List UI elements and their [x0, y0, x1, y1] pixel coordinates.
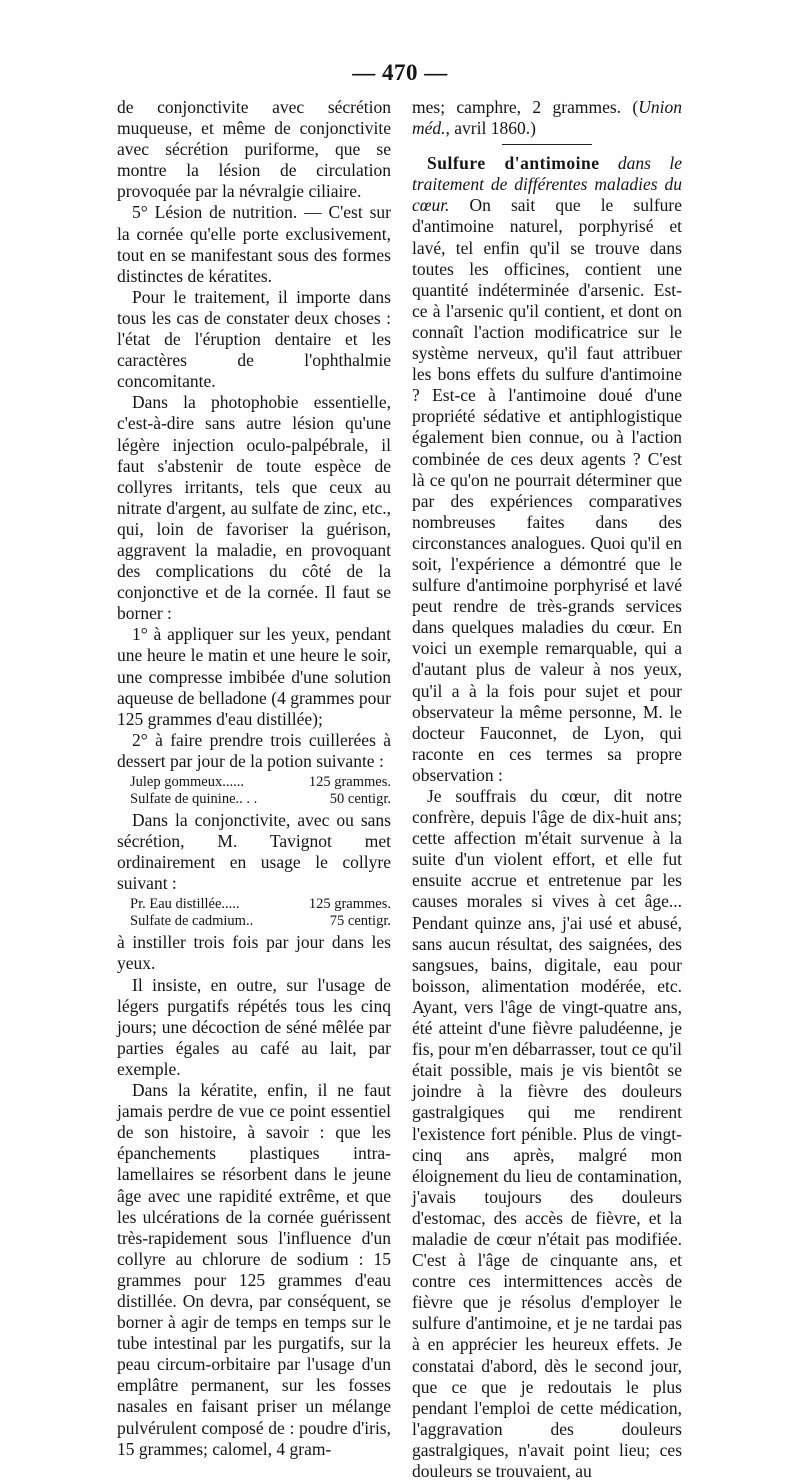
formula-quantity: 50 centigr.: [329, 791, 391, 807]
prescription-formula: [130, 896, 391, 930]
left-column: [117, 97, 391, 1460]
article-subtitle: dans le traitement de différentes maladies du cœur.: [412, 153, 682, 216]
paragraph: de conjonctivite avec sécrétion muqueuse, et même de conjonctivite avec sécrétion puriforme, que se montre la lésion de circulation provoquée par la névralgie ciliaire.: [117, 97, 391, 202]
formula-ingredient: Sulfate de cadmium..: [130, 913, 254, 930]
article-heading: Sulfure d'antimoine: [427, 153, 600, 174]
source-citation: Union méd.: [412, 97, 682, 139]
formula-quantity: 125 grammes.: [308, 896, 391, 913]
paragraph-text: On sait que le sulfure d'antimoine naturel, porphyrisé et lavé, tel enfin qu'il se trouve dans toutes les officines, contient une quantité indéterminée d'arsenic. Est-ce à l'arsenic qu'il contient, et dont on connaît l'action modificatrice sur le système nerveux, qu'il faut attribuer les bons effets du sulfure d'antimoine ? Est-ce à l'antimoine doué d'une propriété sédative et antiphlogistique également bien connue, ou à l'action combinée de ces deux agents ? C'est là ce qu'on ne pourrait déterminer que par des expériences comparatives nombreuses faites dans des circonstances analogues. Quoi qu'il en soit, l'expérience a démontré que le sulfure d'antimoine porphyrisé et lavé peut rendre de très-grands services dans quelques maladies du cœur. En voici un exemple remarquable, qui a d'autant plus de valeur à nos yeux, qu'il a à la fois pour sujet et pour observateur la même personne, M. le docteur Fauconnet, de Lyon, qui raconte en ces termes sa propre observation :: [412, 195, 682, 785]
paragraph: Pour le traitement, il importe dans tous les cas de constater deux choses : l'état de l'éruption dentaire et les caractères de l'ophthalmie concomitante.: [117, 286, 391, 392]
paragraph: Dans la kératite, enfin, il ne faut jamais perdre de vue ce point essentiel de son histoire, à savoir : que les épanchements plastiques intra-lamellaires se résorbent dans le jeune âge avec une rapidité extrême, et que les ulcérations de la cornée guérissent très-rapidement sous l'influence d'un collyre au chlorure de sodium : 15 grammes pour 125 grammes d'eau distillée. On devra, par conséquent, se borner à agir de temps en temps sur le tube intestinal par les purgatifs, sur la peau circum-orbitaire par l'usage d'un emplâtre permanent, sur les fosses nasales en faisant priser un mélange pulvérulent composé de : poudre d'iris, 15 grammes; calomel, 4 gram-: [117, 1080, 391, 1459]
paragraph: 2° à faire prendre trois cuillerées à dessert par jour de la potion suivante :: [117, 729, 391, 771]
formula-ingredient: Sulfate de quinine.. . .: [130, 791, 258, 807]
prescription-formula: [130, 774, 391, 808]
paragraph: à instiller trois fois par jour dans les yeux.: [117, 932, 391, 974]
paragraph: Dans la conjonctivite, avec ou sans sécrétion, M. Tavignot met ordinairement en usage le collyre suivant :: [117, 810, 391, 894]
paragraph: 1° à appliquer sur les yeux, pendant une heure le matin et une heure le soir, une compresse imbibée d'une solution aqueuse de belladone (4 grammes pour 125 grammes d'eau distillée);: [117, 624, 391, 729]
formula-quantity: 125 grammes.: [308, 774, 391, 790]
formula-quantity: 75 centigr.: [329, 913, 391, 930]
paragraph-text: mes; camphre, 2 grammes. (: [412, 97, 639, 117]
paragraph-text: , avril 1860.): [445, 118, 536, 139]
page-number: — 470 —: [352, 60, 448, 85]
paragraph: Dans la photophobie essentielle, c'est-à-dire sans autre lésion qu'une légère injection oculo-palpébrale, il faut s'abstenir de toute espèce de collyres irritants, tels que ceux au nitrate d'argent, au sulfate de zinc, etc., qui, loin de favoriser la guérison, aggravent la maladie, en provoquant des complications du côté de la conjonctive et de la cornée. Il faut se borner :: [117, 392, 391, 624]
formula-ingredient: Pr. Eau distillée.....: [130, 896, 240, 913]
article-paragraph: [412, 153, 682, 786]
right-column: [412, 97, 682, 1482]
paragraph: Je souffrais du cœur, dit notre confrère, depuis l'âge de dix-huit ans; cette affection m'était survenue à la suite d'un violent effort, et elle fut ensuite accrue et entretenue par les causes morales si vives à cet âge... Pendant quinze ans, j'ai usé et abusé, sans aucun résultat, des saignées, des sangsues, bains, digitale, eau pour boisson, alimentation modérée, etc. Ayant, vers l'âge de vingt-quatre ans, été atteint d'une fièvre paludéenne, je fis, pour m'en débarrasser, tout ce qu'il était possible, mais je vis bientôt se joindre à la fièvre des douleurs gastralgiques qui me rendirent l'existence fort pénible. Plus de vingt-cinq ans après, malgré mon éloignement du lieu de contamination, j'avais toujours des douleurs d'estomac, des accès de fièvre, et la maladie de cœur n'était pas modifiée. C'est à l'âge de cinquante ans, et contre ces intermittences accès de fièvre que je résolus d'employer le sulfure d'antimoine, et je ne tardai pas à en apprécier les heureux effets. Je constatai d'abord, dès le second jour, que ce que je redoutais le plus pendant l'emploi de cette médication, l'aggravation des douleurs gastralgiques, n'avait point lieu; ces douleurs se trouvaient, au: [412, 786, 682, 1481]
section-divider: [502, 144, 592, 145]
paragraph-continuation: [412, 97, 682, 139]
paragraph: Il insiste, en outre, sur l'usage de légers purgatifs répétés tous les cinq jours; une décoction de séné mêlée par parties égales au café au lait, par exemple.: [117, 974, 391, 1079]
formula-ingredient: Julep gommeux......: [130, 774, 244, 790]
paragraph: 5° Lésion de nutrition. — C'est sur la cornée qu'elle porte exclusivement, tout en se manifestant sous des formes distinctes de kératites.: [117, 202, 391, 286]
